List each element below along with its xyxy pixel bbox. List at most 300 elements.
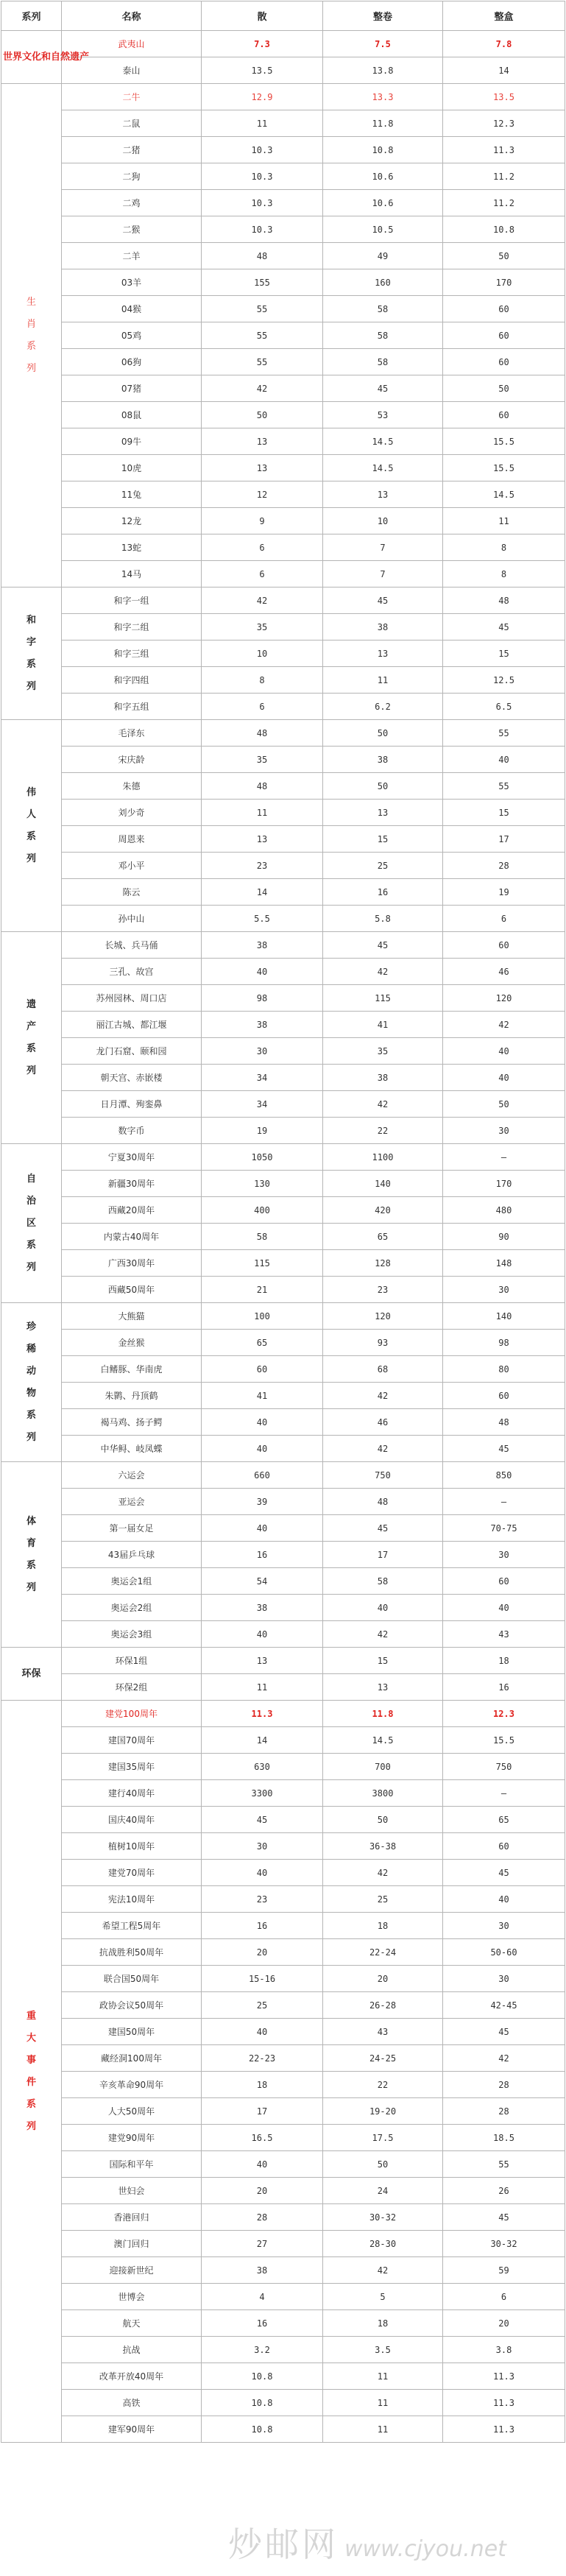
name-cell: 毛泽东 bbox=[62, 720, 202, 747]
roll-price-cell: 42 bbox=[323, 1860, 443, 1886]
table-row bbox=[1, 587, 565, 614]
table-row bbox=[1, 1992, 565, 2019]
name-cell: 宁夏30周年 bbox=[62, 1144, 202, 1171]
box-price-cell: 40 bbox=[443, 1038, 565, 1065]
table-row bbox=[1, 2416, 565, 2443]
box-price-cell: 17 bbox=[443, 826, 565, 853]
table-row bbox=[1, 1250, 565, 1277]
table-row bbox=[1, 1436, 565, 1462]
roll-price-cell: 18 bbox=[323, 1913, 443, 1939]
single-price-cell: 38 bbox=[202, 932, 323, 959]
roll-price-cell: 43 bbox=[323, 2019, 443, 2045]
name-cell: 奥运会3组 bbox=[62, 1621, 202, 1648]
box-price-cell: 15.5 bbox=[443, 455, 565, 481]
table-row bbox=[1, 1939, 565, 1966]
box-price-cell: 170 bbox=[443, 1171, 565, 1197]
roll-price-cell: 40 bbox=[323, 1595, 443, 1621]
name-cell: 亚运会 bbox=[62, 1489, 202, 1515]
table-row bbox=[1, 1409, 565, 1436]
table-row bbox=[1, 1038, 565, 1065]
header-single: 散 bbox=[202, 1, 323, 31]
box-price-cell: 48 bbox=[443, 1409, 565, 1436]
single-price-cell: 400 bbox=[202, 1197, 323, 1224]
roll-price-cell: 38 bbox=[323, 614, 443, 641]
single-price-cell: 10.3 bbox=[202, 137, 323, 163]
roll-price-cell: 11 bbox=[323, 2390, 443, 2416]
roll-price-cell: 50 bbox=[323, 1807, 443, 1833]
name-cell: 人大50周年 bbox=[62, 2098, 202, 2125]
box-price-cell: 480 bbox=[443, 1197, 565, 1224]
table-row bbox=[1, 2257, 565, 2284]
table-row bbox=[1, 2390, 565, 2416]
table-row bbox=[1, 1277, 565, 1303]
roll-price-cell: 10.5 bbox=[323, 216, 443, 243]
table-row bbox=[1, 667, 565, 694]
roll-price-cell: 160 bbox=[323, 269, 443, 296]
single-price-cell: 6 bbox=[202, 534, 323, 561]
box-price-cell: 30 bbox=[443, 1542, 565, 1568]
roll-price-cell: 58 bbox=[323, 322, 443, 349]
box-price-cell: 50 bbox=[443, 1091, 565, 1118]
table-row bbox=[1, 1780, 565, 1807]
single-price-cell: 10.3 bbox=[202, 163, 323, 190]
name-cell: 抗战 bbox=[62, 2337, 202, 2363]
table-row bbox=[1, 190, 565, 216]
box-price-cell: 30-32 bbox=[443, 2231, 565, 2257]
roll-price-cell: 115 bbox=[323, 985, 443, 1012]
single-price-cell: 21 bbox=[202, 1277, 323, 1303]
single-price-cell: 115 bbox=[202, 1250, 323, 1277]
table-row bbox=[1, 428, 565, 455]
roll-price-cell: 13 bbox=[323, 800, 443, 826]
roll-price-cell: 36-38 bbox=[323, 1833, 443, 1860]
single-price-cell: 48 bbox=[202, 243, 323, 269]
name-cell: 08鼠 bbox=[62, 402, 202, 428]
single-price-cell: 16 bbox=[202, 1542, 323, 1568]
single-price-cell: 35 bbox=[202, 614, 323, 641]
roll-price-cell: 13 bbox=[323, 1674, 443, 1701]
box-price-cell: 850 bbox=[443, 1462, 565, 1489]
roll-price-cell: 50 bbox=[323, 720, 443, 747]
roll-price-cell: 42 bbox=[323, 2257, 443, 2284]
single-price-cell: 11 bbox=[202, 110, 323, 137]
single-price-cell: 38 bbox=[202, 1595, 323, 1621]
name-cell: 朱德 bbox=[62, 773, 202, 800]
box-price-cell: 70-75 bbox=[443, 1515, 565, 1542]
box-price-cell: 90 bbox=[443, 1224, 565, 1250]
table-row bbox=[1, 2098, 565, 2125]
table-row bbox=[1, 694, 565, 720]
box-price-cell: 18 bbox=[443, 1648, 565, 1674]
box-price-cell: 3.8 bbox=[443, 2337, 565, 2363]
single-price-cell: 28 bbox=[202, 2204, 323, 2231]
single-price-cell: 98 bbox=[202, 985, 323, 1012]
single-price-cell: 34 bbox=[202, 1091, 323, 1118]
name-cell: 植树10周年 bbox=[62, 1833, 202, 1860]
single-price-cell: 40 bbox=[202, 1436, 323, 1462]
table-row bbox=[1, 455, 565, 481]
box-price-cell: 42-45 bbox=[443, 1992, 565, 2019]
single-price-cell: 12.9 bbox=[202, 84, 323, 110]
box-price-cell: — bbox=[443, 1780, 565, 1807]
single-price-cell: 7.3 bbox=[202, 31, 323, 57]
box-price-cell: 42 bbox=[443, 1012, 565, 1038]
table-row bbox=[1, 1913, 565, 1939]
roll-price-cell: 28-30 bbox=[323, 2231, 443, 2257]
series-cell: 重 大 事 件 系 列 bbox=[1, 1701, 62, 2443]
box-price-cell: 148 bbox=[443, 1250, 565, 1277]
name-cell: 12龙 bbox=[62, 508, 202, 534]
name-cell: 国际和平年 bbox=[62, 2151, 202, 2178]
header-row bbox=[1, 1, 565, 31]
name-cell: 藏经洞100周年 bbox=[62, 2045, 202, 2072]
name-cell: 宪法10周年 bbox=[62, 1886, 202, 1913]
price-table bbox=[1, 1, 565, 2443]
name-cell: 希望工程5周年 bbox=[62, 1913, 202, 1939]
single-price-cell: 3.2 bbox=[202, 2337, 323, 2363]
box-price-cell: 98 bbox=[443, 1330, 565, 1356]
single-price-cell: 13 bbox=[202, 428, 323, 455]
roll-price-cell: 42 bbox=[323, 959, 443, 985]
roll-price-cell: 25 bbox=[323, 853, 443, 879]
box-price-cell: 30 bbox=[443, 1277, 565, 1303]
header-series: 系列 bbox=[1, 1, 62, 31]
name-cell: 09牛 bbox=[62, 428, 202, 455]
table-row bbox=[1, 1833, 565, 1860]
single-price-cell: 10.3 bbox=[202, 190, 323, 216]
box-price-cell: 30 bbox=[443, 1118, 565, 1144]
table-row bbox=[1, 1674, 565, 1701]
box-price-cell: 55 bbox=[443, 2151, 565, 2178]
table-row bbox=[1, 269, 565, 296]
roll-price-cell: 24-25 bbox=[323, 2045, 443, 2072]
single-price-cell: 16.5 bbox=[202, 2125, 323, 2151]
single-price-cell: 13 bbox=[202, 826, 323, 853]
roll-price-cell: 10.8 bbox=[323, 137, 443, 163]
table-row bbox=[1, 534, 565, 561]
roll-price-cell: 750 bbox=[323, 1462, 443, 1489]
single-price-cell: 55 bbox=[202, 349, 323, 375]
table-row bbox=[1, 1542, 565, 1568]
table-row bbox=[1, 110, 565, 137]
box-price-cell: 8 bbox=[443, 534, 565, 561]
name-cell: 周恩来 bbox=[62, 826, 202, 853]
table-row bbox=[1, 1462, 565, 1489]
single-price-cell: 22-23 bbox=[202, 2045, 323, 2072]
box-price-cell: 6.5 bbox=[443, 694, 565, 720]
table-row bbox=[1, 773, 565, 800]
box-price-cell: 11.2 bbox=[443, 163, 565, 190]
table-row bbox=[1, 1621, 565, 1648]
box-price-cell: 140 bbox=[443, 1303, 565, 1330]
roll-price-cell: 10.6 bbox=[323, 190, 443, 216]
box-price-cell: 28 bbox=[443, 2072, 565, 2098]
table-row bbox=[1, 1065, 565, 1091]
box-price-cell: 11.3 bbox=[443, 137, 565, 163]
table-row bbox=[1, 1886, 565, 1913]
table-row bbox=[1, 1012, 565, 1038]
box-price-cell: 11.3 bbox=[443, 2390, 565, 2416]
box-price-cell: 40 bbox=[443, 1595, 565, 1621]
name-cell: 陈云 bbox=[62, 879, 202, 906]
table-row bbox=[1, 641, 565, 667]
single-price-cell: 38 bbox=[202, 2257, 323, 2284]
name-cell: 07猪 bbox=[62, 375, 202, 402]
single-price-cell: 34 bbox=[202, 1065, 323, 1091]
name-cell: 二牛 bbox=[62, 84, 202, 110]
roll-price-cell: 38 bbox=[323, 747, 443, 773]
roll-price-cell: 13.8 bbox=[323, 57, 443, 84]
roll-price-cell: 128 bbox=[323, 1250, 443, 1277]
name-cell: 奥运会2组 bbox=[62, 1595, 202, 1621]
box-price-cell: 10.8 bbox=[443, 216, 565, 243]
box-price-cell: 45 bbox=[443, 2204, 565, 2231]
watermark bbox=[228, 2518, 506, 2566]
series-cell: 体 育 系 列 bbox=[1, 1462, 62, 1648]
name-cell: 建国70周年 bbox=[62, 1727, 202, 1754]
box-price-cell: 26 bbox=[443, 2178, 565, 2204]
roll-price-cell: 10.6 bbox=[323, 163, 443, 190]
name-cell: 和字一组 bbox=[62, 587, 202, 614]
single-price-cell: 54 bbox=[202, 1568, 323, 1595]
box-price-cell: — bbox=[443, 1489, 565, 1515]
table-row bbox=[1, 1091, 565, 1118]
single-price-cell: 14 bbox=[202, 1727, 323, 1754]
table-row bbox=[1, 2231, 565, 2257]
box-price-cell: 12.3 bbox=[443, 1701, 565, 1727]
box-price-cell: 45 bbox=[443, 1860, 565, 1886]
roll-price-cell: 68 bbox=[323, 1356, 443, 1383]
name-cell: 和字五组 bbox=[62, 694, 202, 720]
roll-price-cell: 20 bbox=[323, 1966, 443, 1992]
box-price-cell: 50 bbox=[443, 375, 565, 402]
table-row bbox=[1, 508, 565, 534]
single-price-cell: 23 bbox=[202, 853, 323, 879]
roll-price-cell: 24 bbox=[323, 2178, 443, 2204]
single-price-cell: 23 bbox=[202, 1886, 323, 1913]
box-price-cell: 80 bbox=[443, 1356, 565, 1383]
box-price-cell: 45 bbox=[443, 2019, 565, 2045]
name-cell: 高铁 bbox=[62, 2390, 202, 2416]
name-cell: 六运会 bbox=[62, 1462, 202, 1489]
box-price-cell: 15 bbox=[443, 641, 565, 667]
single-price-cell: 40 bbox=[202, 959, 323, 985]
single-price-cell: 55 bbox=[202, 296, 323, 322]
roll-price-cell: 45 bbox=[323, 587, 443, 614]
table-row bbox=[1, 1568, 565, 1595]
name-cell: 04猴 bbox=[62, 296, 202, 322]
series-cell: 遗 产 系 列 bbox=[1, 932, 62, 1144]
single-price-cell: 11 bbox=[202, 800, 323, 826]
table-row bbox=[1, 216, 565, 243]
single-price-cell: 30 bbox=[202, 1833, 323, 1860]
name-cell: 褐马鸡、扬子鳄 bbox=[62, 1409, 202, 1436]
roll-price-cell: 7.5 bbox=[323, 31, 443, 57]
box-price-cell: 120 bbox=[443, 985, 565, 1012]
single-price-cell: 18 bbox=[202, 2072, 323, 2098]
box-price-cell: 60 bbox=[443, 296, 565, 322]
single-price-cell: 6 bbox=[202, 561, 323, 587]
box-price-cell: 60 bbox=[443, 322, 565, 349]
name-cell: 广西30周年 bbox=[62, 1250, 202, 1277]
box-price-cell: 45 bbox=[443, 614, 565, 641]
table-row bbox=[1, 906, 565, 932]
table-row bbox=[1, 1595, 565, 1621]
name-cell: 西藏50周年 bbox=[62, 1277, 202, 1303]
single-price-cell: 40 bbox=[202, 1515, 323, 1542]
box-price-cell: 12.3 bbox=[443, 110, 565, 137]
table-row bbox=[1, 1860, 565, 1886]
single-price-cell: 130 bbox=[202, 1171, 323, 1197]
single-price-cell: 42 bbox=[202, 375, 323, 402]
roll-price-cell: 35 bbox=[323, 1038, 443, 1065]
roll-price-cell: 45 bbox=[323, 375, 443, 402]
table-row bbox=[1, 985, 565, 1012]
roll-price-cell: 17 bbox=[323, 1542, 443, 1568]
roll-price-cell: 7 bbox=[323, 534, 443, 561]
single-price-cell: 30 bbox=[202, 1038, 323, 1065]
box-price-cell: 30 bbox=[443, 1966, 565, 1992]
name-cell: 环保2组 bbox=[62, 1674, 202, 1701]
single-price-cell: 48 bbox=[202, 773, 323, 800]
name-cell: 辛亥革命90周年 bbox=[62, 2072, 202, 2098]
box-price-cell: 28 bbox=[443, 2098, 565, 2125]
roll-price-cell: 42 bbox=[323, 1091, 443, 1118]
name-cell: 宋庆龄 bbox=[62, 747, 202, 773]
roll-price-cell: 10 bbox=[323, 508, 443, 534]
single-price-cell: 10.8 bbox=[202, 2390, 323, 2416]
table-row bbox=[1, 1197, 565, 1224]
single-price-cell: 10 bbox=[202, 641, 323, 667]
box-price-cell: 14.5 bbox=[443, 481, 565, 508]
table-row bbox=[1, 2178, 565, 2204]
table-row bbox=[1, 2045, 565, 2072]
name-cell: 政协会议50周年 bbox=[62, 1992, 202, 2019]
roll-price-cell: 3800 bbox=[323, 1780, 443, 1807]
name-cell: 建国35周年 bbox=[62, 1754, 202, 1780]
series-cell: 生 肖 系 列 bbox=[1, 84, 62, 587]
table-row bbox=[1, 2337, 565, 2363]
roll-price-cell: 22 bbox=[323, 2072, 443, 2098]
roll-price-cell: 23 bbox=[323, 1277, 443, 1303]
roll-price-cell: 58 bbox=[323, 349, 443, 375]
name-cell: 二猴 bbox=[62, 216, 202, 243]
roll-price-cell: 5 bbox=[323, 2284, 443, 2310]
name-cell: 43届乒乓球 bbox=[62, 1542, 202, 1568]
name-cell: 航天 bbox=[62, 2310, 202, 2337]
roll-price-cell: 14.5 bbox=[323, 1727, 443, 1754]
roll-price-cell: 17.5 bbox=[323, 2125, 443, 2151]
table-row bbox=[1, 1754, 565, 1780]
roll-price-cell: 46 bbox=[323, 1409, 443, 1436]
name-cell: 二鸡 bbox=[62, 190, 202, 216]
roll-price-cell: 42 bbox=[323, 1436, 443, 1462]
table-row bbox=[1, 322, 565, 349]
table-row bbox=[1, 1330, 565, 1356]
roll-price-cell: 5.8 bbox=[323, 906, 443, 932]
name-cell: 金丝猴 bbox=[62, 1330, 202, 1356]
table-row bbox=[1, 2284, 565, 2310]
series-cell: 和 字 系 列 bbox=[1, 587, 62, 720]
single-price-cell: 55 bbox=[202, 322, 323, 349]
table-row bbox=[1, 879, 565, 906]
name-cell: 内蒙古40周年 bbox=[62, 1224, 202, 1250]
box-price-cell: 42 bbox=[443, 2045, 565, 2072]
table-row bbox=[1, 2151, 565, 2178]
single-price-cell: 13 bbox=[202, 1648, 323, 1674]
table-row bbox=[1, 959, 565, 985]
roll-price-cell: 13 bbox=[323, 641, 443, 667]
box-price-cell: 11.3 bbox=[443, 2363, 565, 2390]
box-price-cell: 19 bbox=[443, 879, 565, 906]
roll-price-cell: 420 bbox=[323, 1197, 443, 1224]
box-price-cell: 40 bbox=[443, 1065, 565, 1091]
roll-price-cell: 30-32 bbox=[323, 2204, 443, 2231]
name-cell: 11兔 bbox=[62, 481, 202, 508]
name-cell: 长城、兵马俑 bbox=[62, 932, 202, 959]
single-price-cell: 17 bbox=[202, 2098, 323, 2125]
roll-price-cell: 41 bbox=[323, 1012, 443, 1038]
single-price-cell: 11.3 bbox=[202, 1701, 323, 1727]
box-price-cell: 18.5 bbox=[443, 2125, 565, 2151]
box-price-cell: 46 bbox=[443, 959, 565, 985]
table-row bbox=[1, 561, 565, 587]
box-price-cell: 60 bbox=[443, 1383, 565, 1409]
single-price-cell: 13 bbox=[202, 455, 323, 481]
name-cell: 联合国50周年 bbox=[62, 1966, 202, 1992]
series-cell: 伟 人 系 列 bbox=[1, 720, 62, 932]
box-price-cell: 48 bbox=[443, 587, 565, 614]
table-row bbox=[1, 800, 565, 826]
single-price-cell: 1050 bbox=[202, 1144, 323, 1171]
roll-price-cell: 22-24 bbox=[323, 1939, 443, 1966]
roll-price-cell: 53 bbox=[323, 402, 443, 428]
table-row bbox=[1, 402, 565, 428]
series-cell: 珍 稀 动 物 系 列 bbox=[1, 1303, 62, 1462]
roll-price-cell: 45 bbox=[323, 932, 443, 959]
single-price-cell: 20 bbox=[202, 1939, 323, 1966]
table-row bbox=[1, 1224, 565, 1250]
roll-price-cell: 6.2 bbox=[323, 694, 443, 720]
name-cell: 三孔、故宫 bbox=[62, 959, 202, 985]
box-price-cell: 11 bbox=[443, 508, 565, 534]
name-cell: 和字四组 bbox=[62, 667, 202, 694]
name-cell: 迎接新世纪 bbox=[62, 2257, 202, 2284]
single-price-cell: 13.5 bbox=[202, 57, 323, 84]
watermark-url: www.cjyou.net bbox=[344, 2536, 506, 2562]
table-row bbox=[1, 2019, 565, 2045]
header-name: 名称 bbox=[62, 1, 202, 31]
name-cell: 武夷山 bbox=[62, 31, 202, 57]
table-row bbox=[1, 1489, 565, 1515]
table-row bbox=[1, 1171, 565, 1197]
table-row bbox=[1, 2363, 565, 2390]
table-row bbox=[1, 2204, 565, 2231]
table-row bbox=[1, 1144, 565, 1171]
roll-price-cell: 93 bbox=[323, 1330, 443, 1356]
roll-price-cell: 15 bbox=[323, 1648, 443, 1674]
roll-price-cell: 11 bbox=[323, 2416, 443, 2443]
roll-price-cell: 700 bbox=[323, 1754, 443, 1780]
box-price-cell: 15 bbox=[443, 800, 565, 826]
single-price-cell: 40 bbox=[202, 1621, 323, 1648]
table-row bbox=[1, 1303, 565, 1330]
table-row bbox=[1, 349, 565, 375]
roll-price-cell: 1100 bbox=[323, 1144, 443, 1171]
name-cell: 孙中山 bbox=[62, 906, 202, 932]
single-price-cell: 60 bbox=[202, 1356, 323, 1383]
box-price-cell: 60 bbox=[443, 402, 565, 428]
